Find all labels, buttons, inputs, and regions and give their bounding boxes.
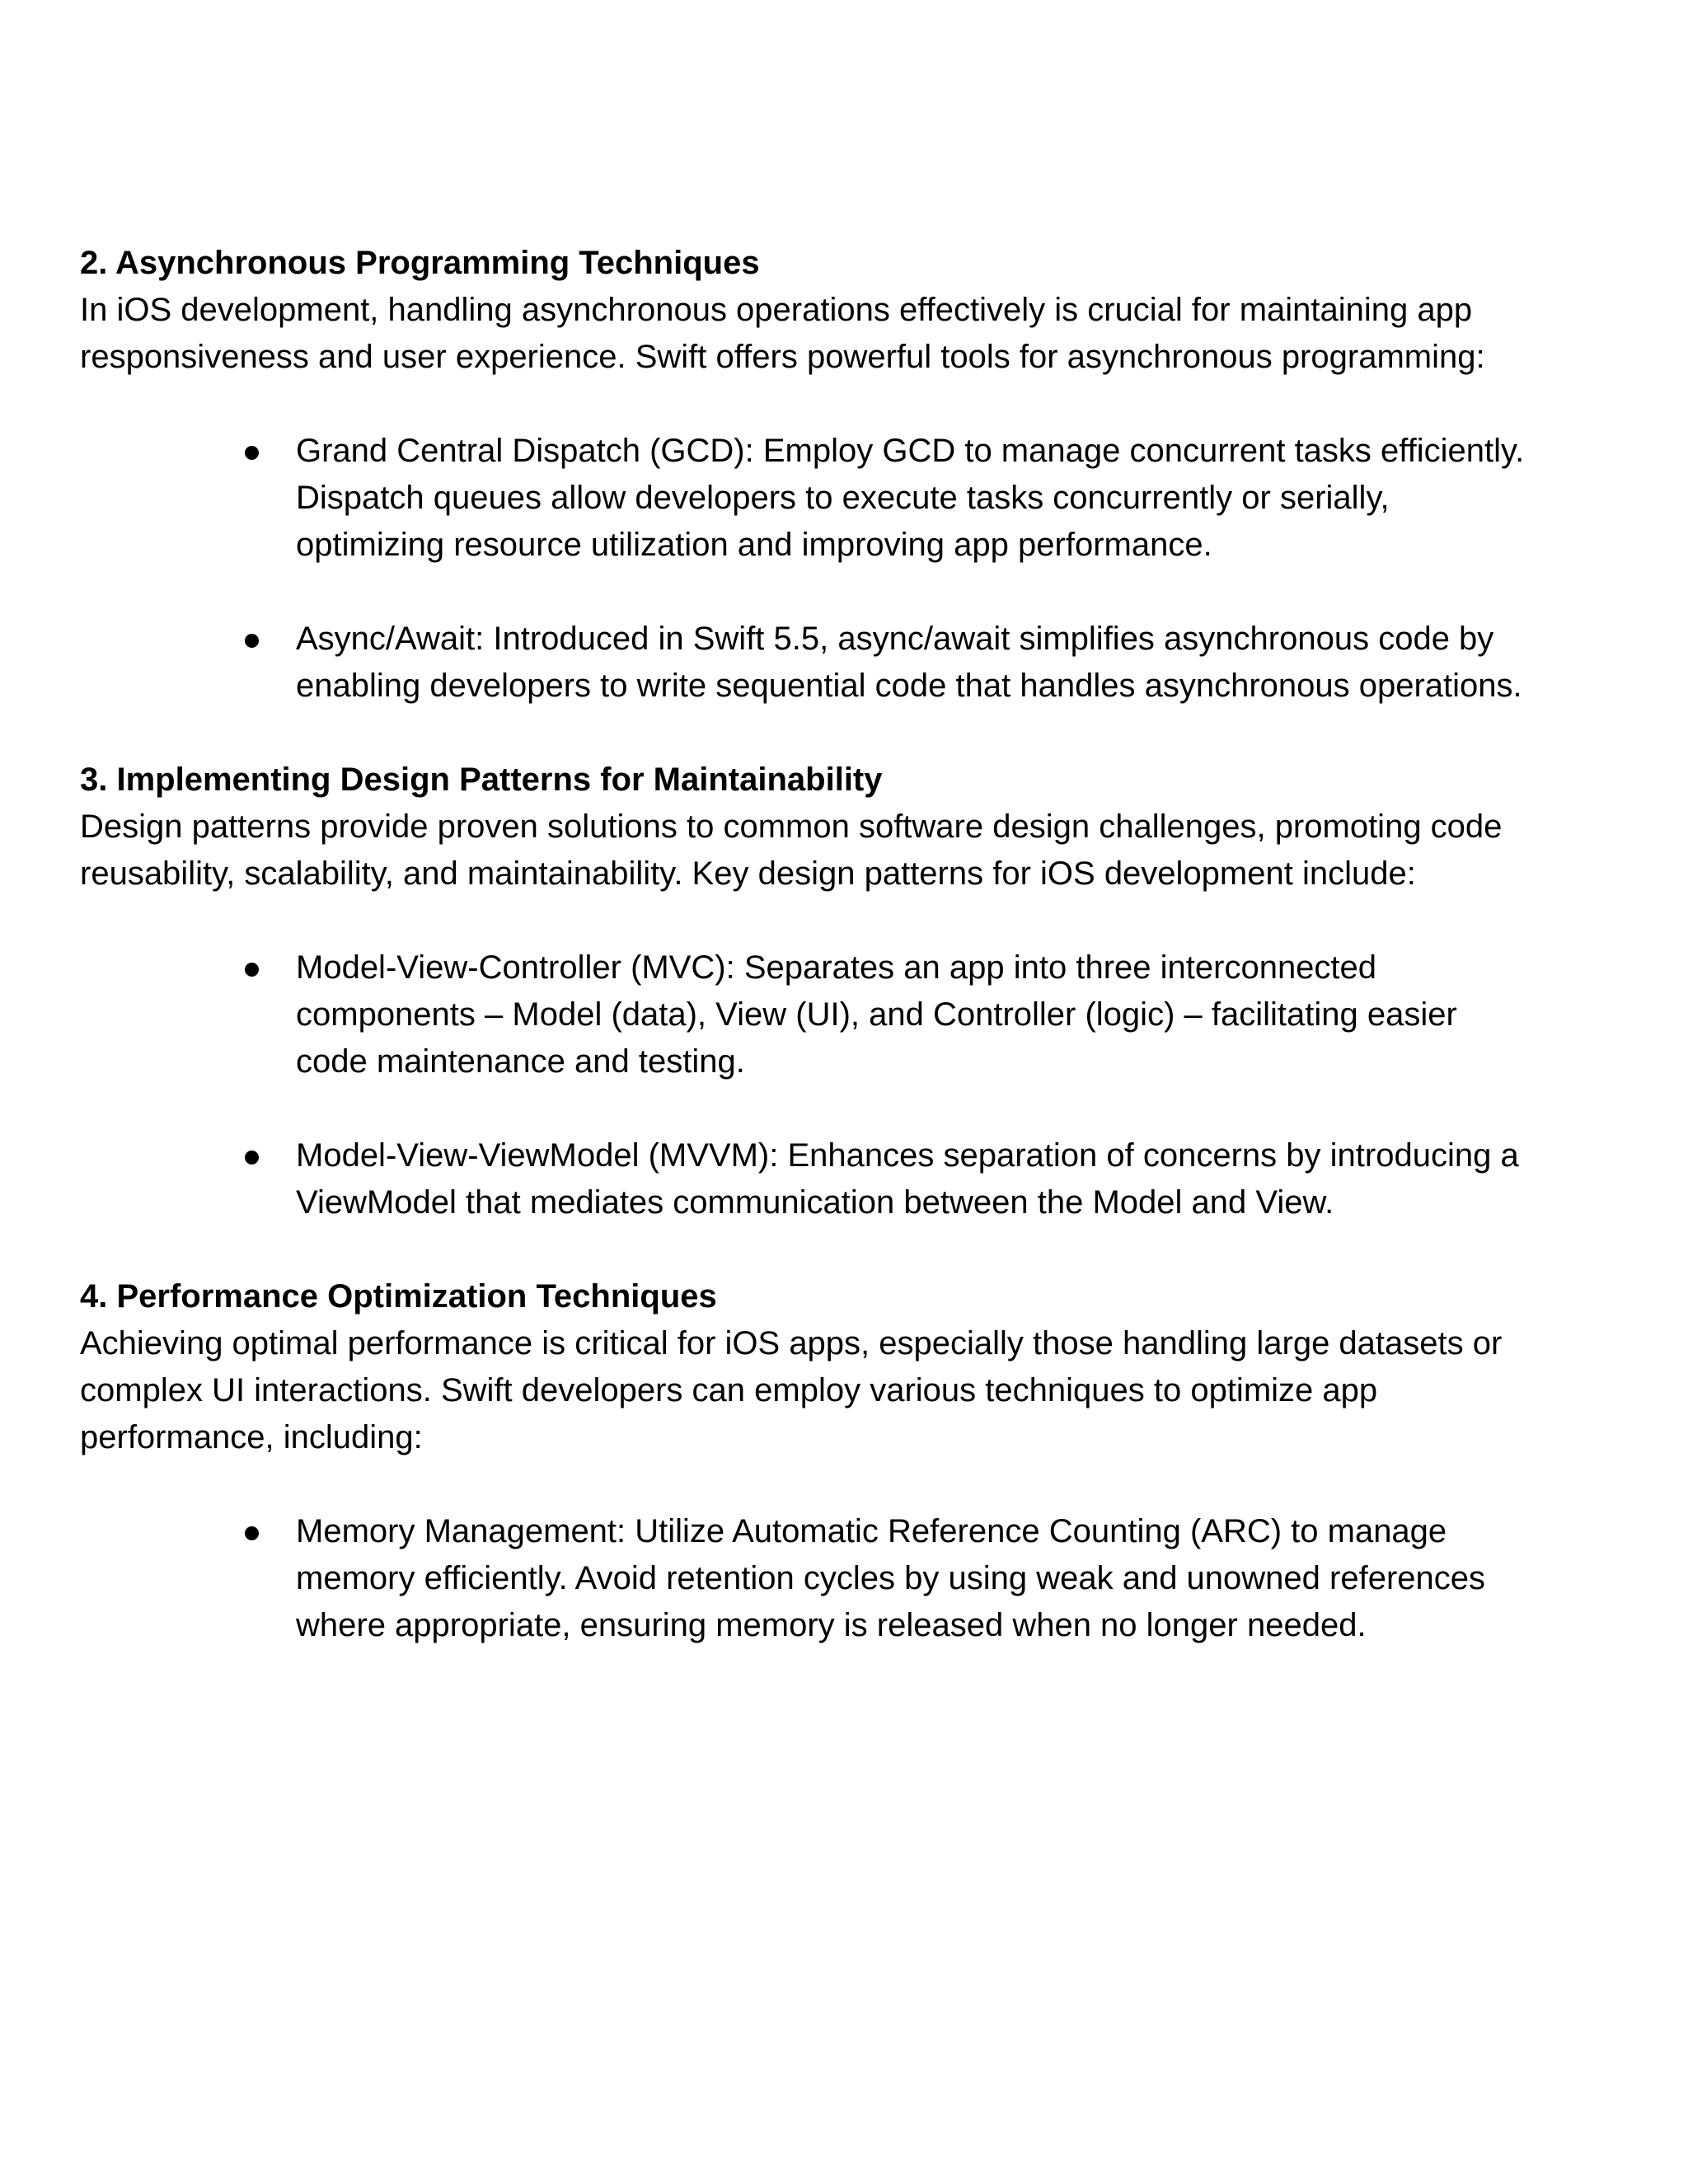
section-design-patterns <box>80 757 1531 1226</box>
section-performance-optimization <box>80 1273 1531 1649</box>
section-heading: 4. Performance Optimization Techniques <box>80 1278 717 1315</box>
section-heading: 3. Implementing Design Patterns for Maintainability <box>80 762 883 798</box>
bullet-item <box>80 428 1532 569</box>
bullet-dot-icon <box>245 1151 259 1165</box>
bullet-dot-icon <box>245 634 259 648</box>
bullet-text: Grand Central Dispatch (GCD): Employ GCD to manage concurrent tasks efficiently. Dispatch queues allow developers to execute tasks concurrently or serially, optimizing resource utilization and improving app performance. <box>296 433 1525 563</box>
bullet-text: Async/Await: Introduced in Swift 5.5, async/await simplifies asynchronous code by enabling developers to write sequential code that handles asynchronous operations. <box>296 621 1522 704</box>
section-intro: In iOS development, handling asynchronous operations effectively is crucial for maintaining app responsiveness and user experience. Swift offers powerful tools for asynchronous programming: <box>80 292 1485 375</box>
bullet-item <box>80 1132 1532 1226</box>
bullet-item <box>80 616 1532 710</box>
bullet-list <box>80 944 1531 1226</box>
bullet-text: Model-View-Controller (MVC): Separates an app into three interconnected components – Model (data), View (UI), and Controller (logic) – facilitating easier code maintenance and testing. <box>296 949 1457 1080</box>
bullet-dot-icon <box>245 446 259 460</box>
section-async-programming <box>80 240 1531 710</box>
section-intro: Achieving optimal performance is critical for iOS apps, especially those handling large datasets or complex UI interactions. Swift developers can employ various techniques to optimize app performance, including: <box>80 1325 1503 1455</box>
section-heading: 2. Asynchronous Programming Techniques <box>80 245 760 281</box>
bullet-dot-icon <box>245 1526 259 1540</box>
document-page <box>80 240 1531 1649</box>
bullet-item <box>80 944 1532 1085</box>
bullet-list <box>80 1508 1531 1649</box>
bullet-item <box>80 1508 1532 1649</box>
bullet-list <box>80 428 1531 710</box>
section-intro: Design patterns provide proven solutions to common software design challenges, promoting code reusability, scalability, and maintainability. Key design patterns for iOS development include: <box>80 808 1503 892</box>
bullet-text: Memory Management: Utilize Automatic Reference Counting (ARC) to manage memory efficiently. Avoid retention cycles by using weak and unowned references where appropriate, ensuring memory is released when no longer needed. <box>296 1513 1486 1643</box>
bullet-dot-icon <box>245 963 259 977</box>
bullet-text: Model-View-ViewModel (MVVM): Enhances separation of concerns by introducing a ViewModel that mediates communication between the Model and View. <box>296 1137 1519 1221</box>
